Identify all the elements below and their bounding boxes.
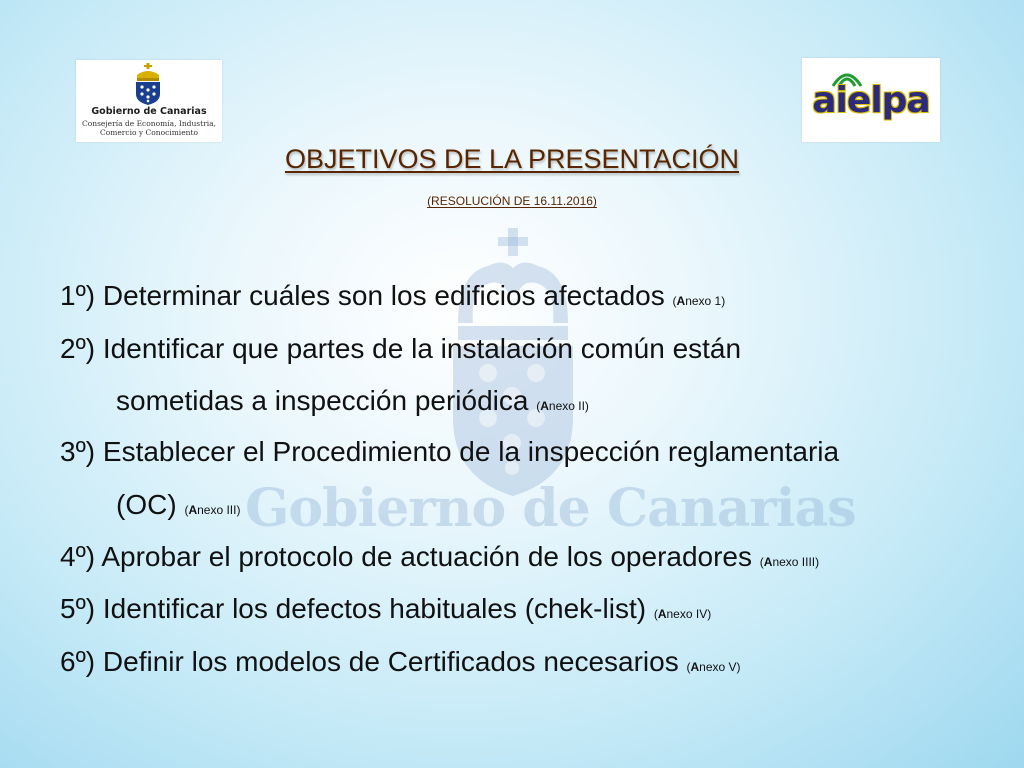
objective-item-5: 5º) Identificar los defectos habituales (chek-list) (Anexo IV) <box>60 593 712 624</box>
objective-item-3-continued: (OC) (Anexo III) <box>116 489 241 520</box>
annex-ref: (Anexo V) <box>686 660 741 674</box>
page-title: OBJETIVOS DE LA PRESENTACIÓN <box>284 144 740 174</box>
objective-item-2-continued: sometidas a inspección periódica (Anexo II) <box>116 385 589 416</box>
crest-icon <box>133 63 163 105</box>
logo-left-name: Gobierno de Canarias <box>91 106 207 117</box>
gobierno-canarias-logo <box>76 60 222 142</box>
objective-item-4: 4º) Aprobar el protocolo de actuación de los operadores (Anexo IIII) <box>60 541 820 572</box>
page-subtitle: (RESOLUCIÓN DE 16.11.2016) <box>427 194 597 208</box>
aielpa-logo <box>802 58 940 142</box>
objective-item-6: 6º) Definir los modelos de Certificados necesarios (Anexo V) <box>60 646 741 677</box>
objective-item-2: 2º) Identificar que partes de la instalación común están <box>60 333 742 364</box>
annex-ref: (Anexo III) <box>184 503 241 517</box>
annex-ref: (Anexo II) <box>536 399 589 413</box>
logo-left-subtitle: Consejería de Economía, Industria, Comercio y Conocimiento <box>81 119 216 137</box>
annex-ref: (Anexo IV) <box>653 607 712 621</box>
aielpa-brand-text: aielpa <box>812 80 930 121</box>
objective-item-1: 1º) Determinar cuáles son los edificios afectados (Anexo 1) <box>60 280 726 311</box>
annex-ref: (Anexo IIII) <box>759 555 820 569</box>
annex-ref: (Anexo 1) <box>672 294 726 308</box>
objective-item-3: 3º) Establecer el Procedimiento de la inspección reglamentaria <box>60 436 840 467</box>
watermark-text: Gobierno de Canarias <box>245 478 856 539</box>
